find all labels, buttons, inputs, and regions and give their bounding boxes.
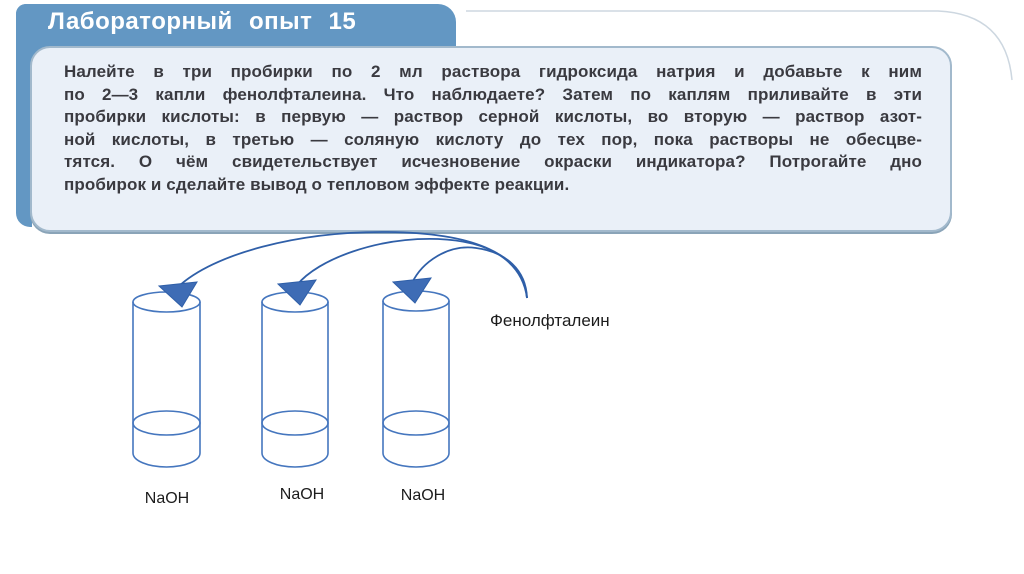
- reagent-label: Фенолфталеин: [490, 311, 610, 330]
- instruction-line: по 2—3 капли фенолфталеина. Что наблюдаете? Затем по каплям приливайте в эти: [64, 84, 922, 104]
- tube-label-1: NaOH: [144, 490, 190, 507]
- test-tube-3: [383, 291, 449, 467]
- liquid-level: [383, 411, 449, 435]
- tube-bottom: [133, 453, 200, 467]
- arrow-curve-1: [178, 232, 527, 298]
- instruction-line: пробирок и сделайте вывод о тепловом эффекте реакции.: [64, 174, 570, 194]
- instruction-line: Налейте в три пробирки по 2 мл раствора гидроксида натрия и добавьте к ним: [64, 62, 922, 81]
- tube-mouth: [133, 292, 200, 312]
- liquid-level: [262, 411, 328, 435]
- tube-label-2: NaOH: [279, 486, 325, 503]
- arrow-curve-3: [412, 247, 527, 298]
- tube-bottom: [262, 453, 328, 467]
- decorative-frame-line: [466, 11, 1012, 80]
- test-tube-1: [133, 292, 200, 467]
- tube-label-3: NaOH: [400, 487, 446, 504]
- page-title: Лабораторный опыт 15: [48, 8, 357, 35]
- tube-bottom: [383, 453, 449, 467]
- instruction-line: ной кислоты, в третью — соляную кислоту до тех пор, пока растворы не обесцве-: [64, 129, 922, 149]
- test-tube-2: [262, 292, 328, 467]
- instruction-line: тятся. О чём свидетельствует исчезновение окраски индикатора? Потрогайте дно: [64, 152, 922, 172]
- instruction-line: пробирки кислоты: в первую — раствор серной кислоты, во вторую — раствор азот-: [64, 107, 922, 127]
- liquid-level: [133, 411, 200, 435]
- arrowhead-icon: [393, 278, 431, 303]
